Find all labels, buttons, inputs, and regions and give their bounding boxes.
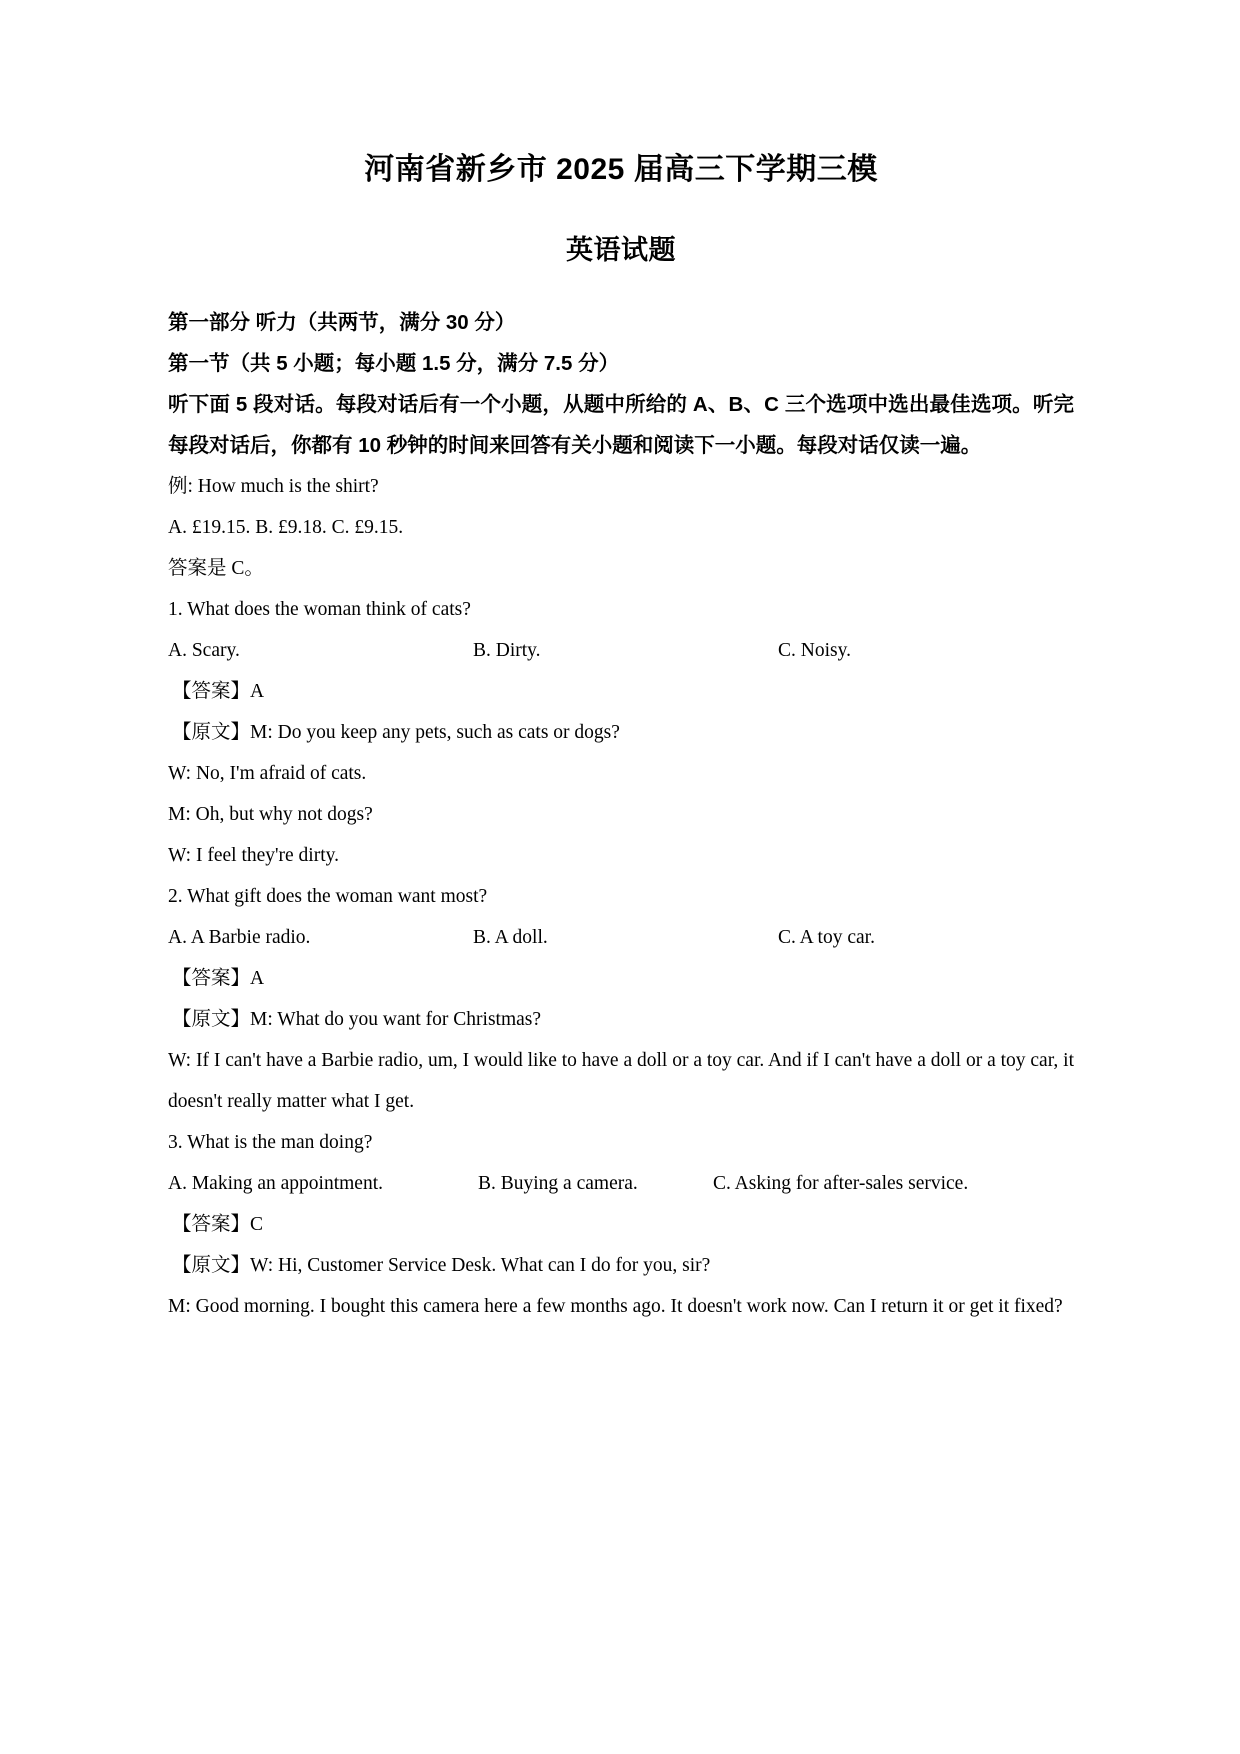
script-text: W: Hi, Customer Service Desk. What can I do for you, sir? [250,1255,711,1277]
option-b[interactable]: B. Buying a camera. [478,1173,638,1195]
answer-label: 【答案】 [172,1213,251,1236]
script-line: M: Good morning. I bought this camera here a few months ago. It doesn't work now. Can I return it or get it fixed? [168,1296,1063,1318]
option-a[interactable]: A. Making an appointment. [168,1173,384,1195]
option-c[interactable]: C. Noisy. [778,640,851,662]
script-line: W: No, I'm afraid of cats. [168,763,367,785]
script-line: W: If I can't have a Barbie radio, um, I would like to have a doll or a toy car. And if I can't have a doll or a toy car, it doesn't really matter what I get. [168,1050,1074,1113]
example-prompt: 例: How much is the shirt? [168,476,379,498]
option-b[interactable]: B. Dirty. [473,640,541,662]
question-stem: 2. What gift does the woman want most? [168,886,488,908]
option-a[interactable]: A. A Barbie radio. [168,927,311,949]
question-options [168,630,1074,671]
script-label: 【原文】 [172,1008,251,1031]
answer-line [168,671,1074,712]
script-line: W: I feel they're dirty. [168,845,339,867]
option-b[interactable]: B. A doll. [473,927,548,949]
script-label: 【原文】 [172,721,251,744]
script-line: M: Oh, but why not dogs? [168,804,373,826]
script-label: 【原文】 [172,1254,251,1277]
question-options [168,1163,1074,1204]
answer-value: C [250,1214,264,1236]
question-stem: 3. What is the man doing? [168,1132,373,1154]
answer-label: 【答案】 [172,680,251,703]
page-title: 河南省新乡市 2025 届高三下学期三模 [364,153,878,186]
option-a[interactable]: A. Scary. [168,640,240,662]
script-line [168,712,1074,753]
answer-line [168,958,1074,999]
question-stem: 1. What does the woman think of cats? [168,599,471,621]
option-c[interactable]: C. A toy car. [778,927,875,949]
listening-instructions: 听下面 5 段对话。每段对话后有一个小题，从题中所给的 A、B、C 三个选项中选出最佳选项。听完每段对话后，你都有 10 秒钟的时间来回答有关小题和阅读下一小题。每段对话仅读一遍。 [168,393,1074,458]
script-text: M: What do you want for Christmas? [250,1009,542,1031]
answer-line [168,1204,1074,1245]
example-answer: 答案是 C。 [168,558,264,580]
section-one-heading: 第一节（共 5 小题；每小题 1.5 分，满分 7.5 分） [168,352,620,376]
part-one-heading: 第一部分 听力（共两节，满分 30 分） [168,311,516,335]
page-subtitle: 英语试题 [566,235,676,265]
answer-value: A [250,968,265,990]
option-c[interactable]: C. Asking for after-sales service. [713,1173,969,1195]
page-content [168,0,1074,1327]
answer-label: 【答案】 [172,967,251,990]
example-options: A. £19.15. B. £9.18. C. £9.15. [168,517,404,539]
question-options [168,917,1074,958]
answer-value: A [250,681,265,703]
script-line [168,1245,1074,1286]
script-text: M: Do you keep any pets, such as cats or dogs? [250,722,620,744]
script-line [168,999,1074,1040]
